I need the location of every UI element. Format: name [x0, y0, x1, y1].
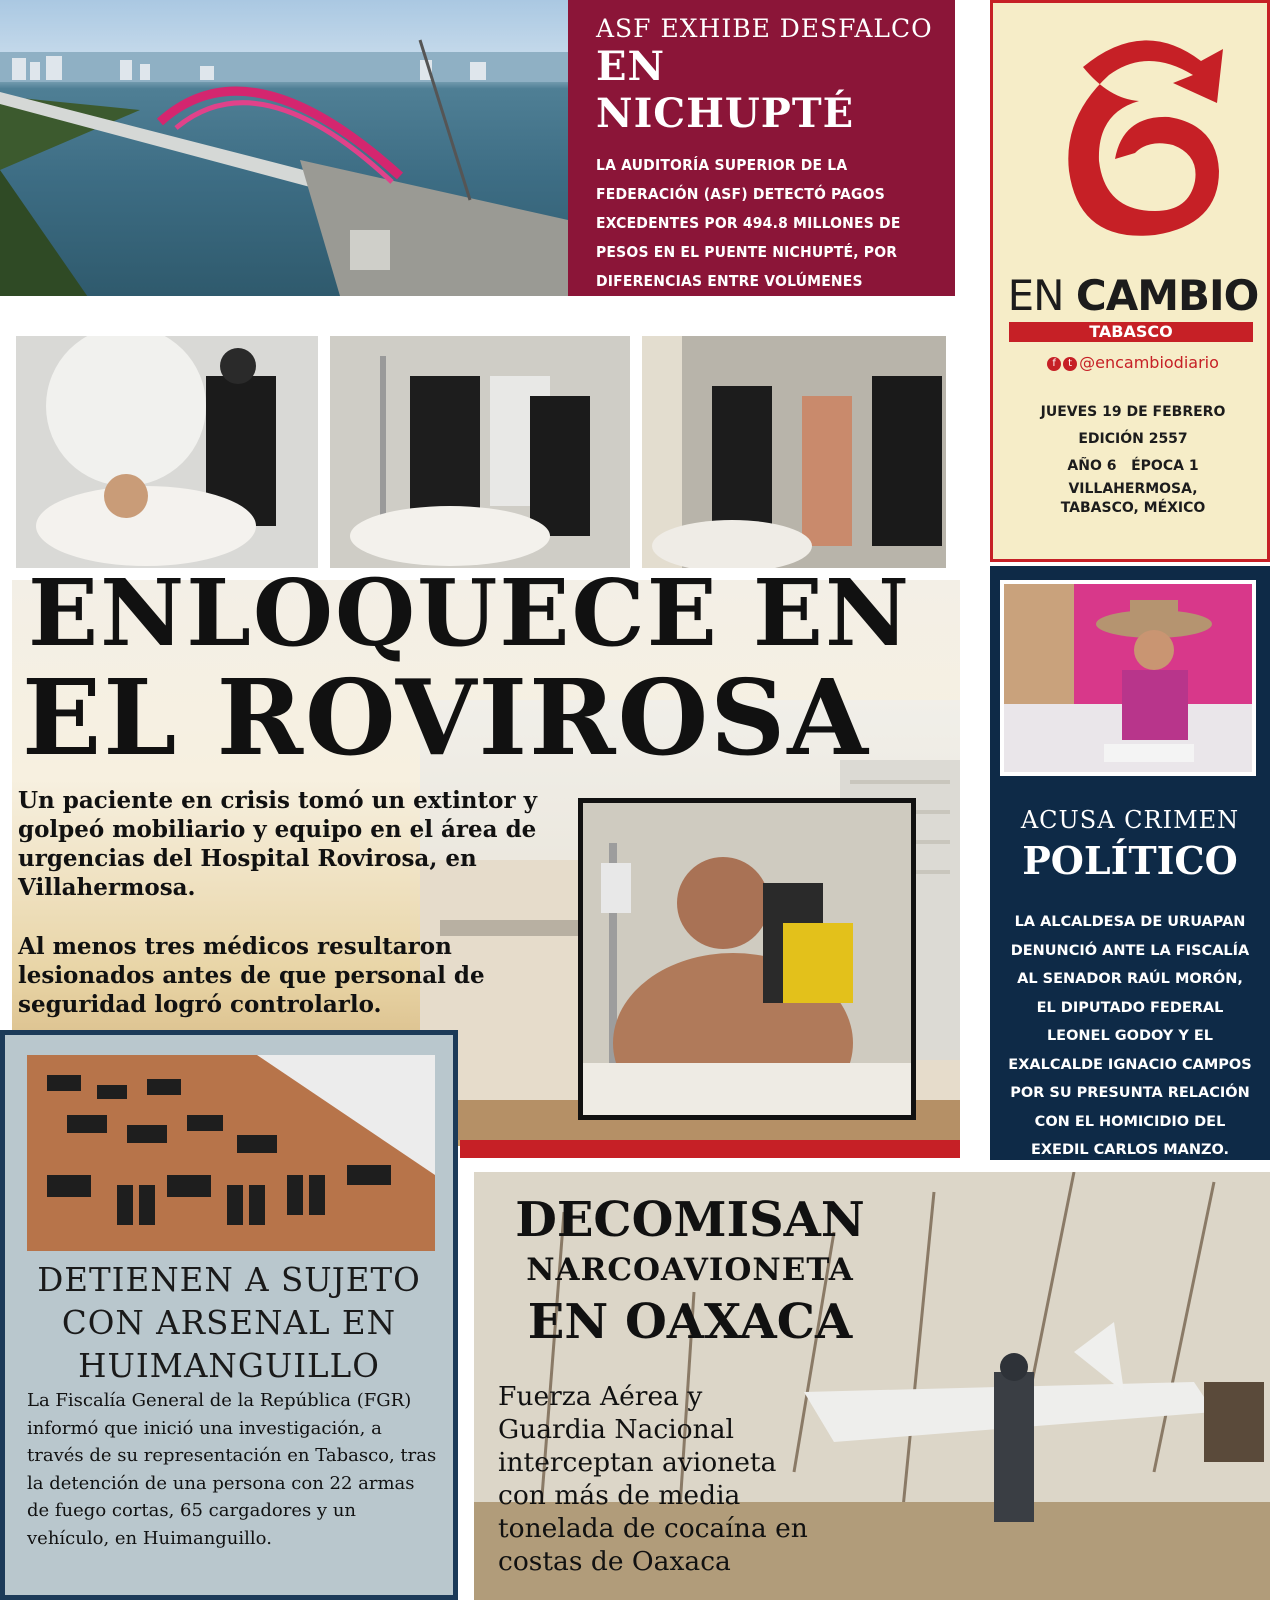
top-story-headline[interactable]: EN NICHUPTÉ: [596, 43, 855, 137]
bridge-photo: [0, 0, 568, 296]
edition-city: VILLAHERMOSA,: [1068, 481, 1198, 497]
seized-weapons-photo: [27, 1055, 435, 1251]
right-story-body: LA ALCALDESA DE URUAPAN DENUNCIÓ ANTE LA FISCALÍA AL SENADOR RAÚL MORÓN, EL DIPUTADO FEDERAL LEONEL GODOY Y EL EXALCALDE IGNACIO CAMPOS POR SU PRESUNTA RELACIÓN CON EL HOMICIDIO DEL EXEDIL CARLOS MANZO.: [1008, 914, 1252, 1158]
plane-story-body: Fuerza Aérea y Guardia Nacional interceptan avioneta con más de media tonelada de cocaína en costas de Oaxaca: [498, 1381, 808, 1577]
brand-logo-icon[interactable]: [1023, 21, 1243, 271]
main-story-body: [18, 786, 578, 1049]
edition-year-epoch: AÑO 6 ÉPOCA 1: [1067, 458, 1199, 474]
arsenal-story-headline[interactable]: DETIENEN A SUJETO CON ARSENAL EN HUIMANGUILLO: [37, 1261, 421, 1385]
brand-name[interactable]: EN CAMBIO: [1007, 271, 1259, 320]
main-story-accent-bar: [460, 1140, 960, 1158]
top-story-kicker: ASF EXHIBE DESFALCO: [596, 14, 933, 43]
twitter-icon[interactable]: t: [1063, 357, 1077, 371]
main-story-paragraph-2: Al menos tres médicos resultaron lesionados antes de que personal de seguridad logró controlarlo.: [18, 933, 485, 1018]
main-headline[interactable]: [22, 559, 968, 779]
edition-info: [993, 399, 1270, 518]
video-frame-1: [16, 336, 318, 568]
edition-date: JUEVES 19 DE FEBRERO: [1040, 404, 1226, 420]
plane-story-headline[interactable]: [500, 1192, 880, 1352]
plane-headline-line1: DECOMISAN: [515, 1192, 865, 1248]
main-headline-line1: ENLOQUECE EN: [28, 559, 912, 667]
plane-headline-line2: NARCOAVIONETA: [526, 1252, 854, 1288]
patient-photo: [578, 798, 916, 1120]
main-story-paragraph-1: Un paciente en crisis tomó un extintor y golpeó mobiliario y equipo en el área de urgencias del Hospital Rovirosa, en Villahermosa.: [18, 787, 537, 901]
arsenal-story-box: [0, 1030, 458, 1600]
top-story-box: [568, 0, 955, 319]
masthead: [990, 0, 1270, 562]
social-handle[interactable]: @encambiodiario: [1079, 353, 1219, 372]
right-story-box: [990, 566, 1270, 1160]
social-row[interactable]: [993, 353, 1270, 372]
video-frame-2: [330, 336, 630, 568]
edition-state: TABASCO, MÉXICO: [1060, 500, 1206, 516]
main-headline-line2: EL ROVIROSA: [22, 656, 870, 779]
top-story-body: LA AUDITORÍA SUPERIOR DE LA FEDERACIÓN (ASF) DETECTÓ PAGOS EXCEDENTES POR 494.8 MILLONES DE PESOS EN EL PUENTE NICHUPTÉ, POR DIFERENCIAS ENTRE VOLÚMENES CONTRATADOS Y EJECUTADOS, ADEMÁS: [596, 156, 914, 319]
facebook-icon[interactable]: f: [1047, 357, 1061, 371]
mayor-photo: [1000, 580, 1256, 776]
arsenal-story-body: La Fiscalía General de la República (FGR) informó que inició una investigación, a través de su representación en Tabasco, tras la detención de una persona con 22 armas de fuego cortas, 65 cargadores y un vehículo, en Huimanguillo.: [27, 1390, 437, 1549]
plane-headline-line3: EN OAXACA: [527, 1294, 853, 1350]
right-story-headline[interactable]: POLÍTICO: [1022, 838, 1238, 883]
right-story-kicker: ACUSA CRIMEN: [1020, 806, 1240, 834]
edition-number: EDICIÓN 2557: [1078, 431, 1188, 447]
video-frame-3: [642, 336, 946, 568]
brand-region: TABASCO: [1009, 322, 1253, 342]
